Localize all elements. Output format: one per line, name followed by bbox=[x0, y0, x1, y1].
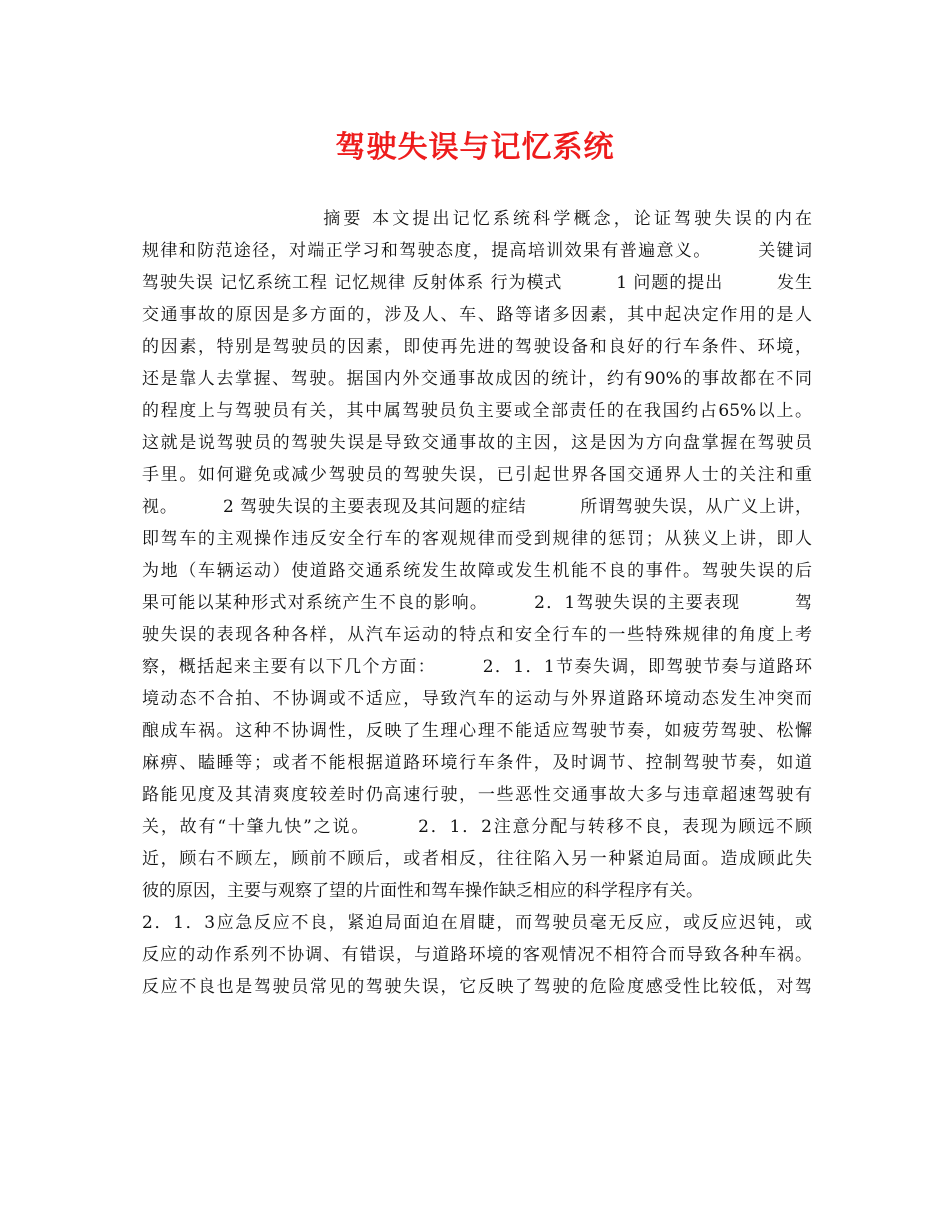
text-line: 交通事故的原因是多方面的，涉及人、车、路等诸多因素，其中起决定作用的是人 bbox=[142, 305, 812, 325]
text-line: 视。 2 驾驶失误的主要表现及其问题的症结 所谓驾驶失误，从广义上讲， bbox=[142, 497, 812, 517]
text-line: 彼的原因，主要与观察了望的片面性和驾车操作缺乏相应的科学程序有关。 bbox=[142, 881, 703, 901]
text-line: 2．1．3应急反应不良，紧迫局面迫在眉睫，而驾驶员毫无反应，或反应迟钝，或 bbox=[142, 913, 812, 933]
text-line: 反应的动作系列不协调、有错误，与道路环境的客观情况不相符合而导致各种车祸。 bbox=[142, 945, 812, 965]
document-body bbox=[142, 203, 812, 1003]
text-line: 的程度上与驾驶员有关，其中属驾驶员负主要或全部责任的在我国约占65%以上。 bbox=[142, 401, 812, 421]
text-line: 关，故有“十肇九快”之说。 2．1．2注意分配与转移不良，表现为顾远不顾 bbox=[142, 817, 812, 837]
text-line: 察，概括起来主要有以下几个方面： 2．1．1节奏失调，即驾驶节奏与道路环 bbox=[142, 657, 812, 677]
document-title: 驾驶失误与记忆系统 bbox=[335, 130, 615, 165]
text-line: 摘要 本文提出记忆系统科学概念，论证驾驶失误的内在 bbox=[142, 209, 812, 229]
text-line: 反应不良也是驾驶员常见的驾驶失误，它反映了驾驶的危险度感受性比较低，对驾 bbox=[142, 977, 812, 997]
text-line: 酿成车祸。这种不协调性，反映了生理心理不能适应驾驶节奏，如疲劳驾驶、松懈 bbox=[142, 721, 812, 741]
text-line: 手里。如何避免或减少驾驶员的驾驶失误，已引起世界各国交通界人士的关注和重 bbox=[142, 465, 812, 485]
text-line: 的因素，特别是驾驶员的因素，即使再先进的驾驶设备和良好的行车条件、环境， bbox=[142, 337, 812, 357]
text-line: 果可能以某种形式对系统产生不良的影响。 2．1驾驶失误的主要表现 驾 bbox=[142, 593, 812, 613]
text-line: 还是靠人去掌握、驾驶。据国内外交通事故成因的统计，约有90%的事故都在不同 bbox=[142, 369, 812, 389]
text-line: 规律和防范途径，对端正学习和驾驶态度，提高培训效果有普遍意义。 关键词 bbox=[142, 241, 812, 261]
text-line: 麻痹、瞌睡等；或者不能根据道路环境行车条件，及时调节、控制驾驶节奏，如道 bbox=[142, 753, 812, 773]
text-line: 境动态不合拍、不协调或不适应，导致汽车的运动与外界道路环境动态发生冲突而 bbox=[142, 689, 812, 709]
text-line: 近，顾右不顾左，顾前不顾后，或者相反，往往陷入另一种紧迫局面。造成顾此失 bbox=[142, 849, 812, 869]
text-line: 为地（车辆运动）使道路交通系统发生故障或发生机能不良的事件。驾驶失误的后 bbox=[142, 561, 812, 581]
text-line: 驾驶失误 记忆系统工程 记忆规律 反射体系 行为模式 1 问题的提出 发生 bbox=[142, 273, 812, 293]
text-line: 即驾车的主观操作违反安全行车的客观规律而受到规律的惩罚；从狭义上讲，即人 bbox=[142, 529, 812, 549]
text-line: 这就是说驾驶员的驾驶失误是导致交通事故的主因，这是因为方向盘掌握在驾驶员 bbox=[142, 433, 812, 453]
text-line: 驶失误的表现各种各样，从汽车运动的特点和安全行车的一些特殊规律的角度上考 bbox=[142, 625, 812, 645]
text-line: 路能见度及其清爽度较差时仍高速行驶，一些恶性交通事故大多与违章超速驾驶有 bbox=[142, 785, 812, 805]
